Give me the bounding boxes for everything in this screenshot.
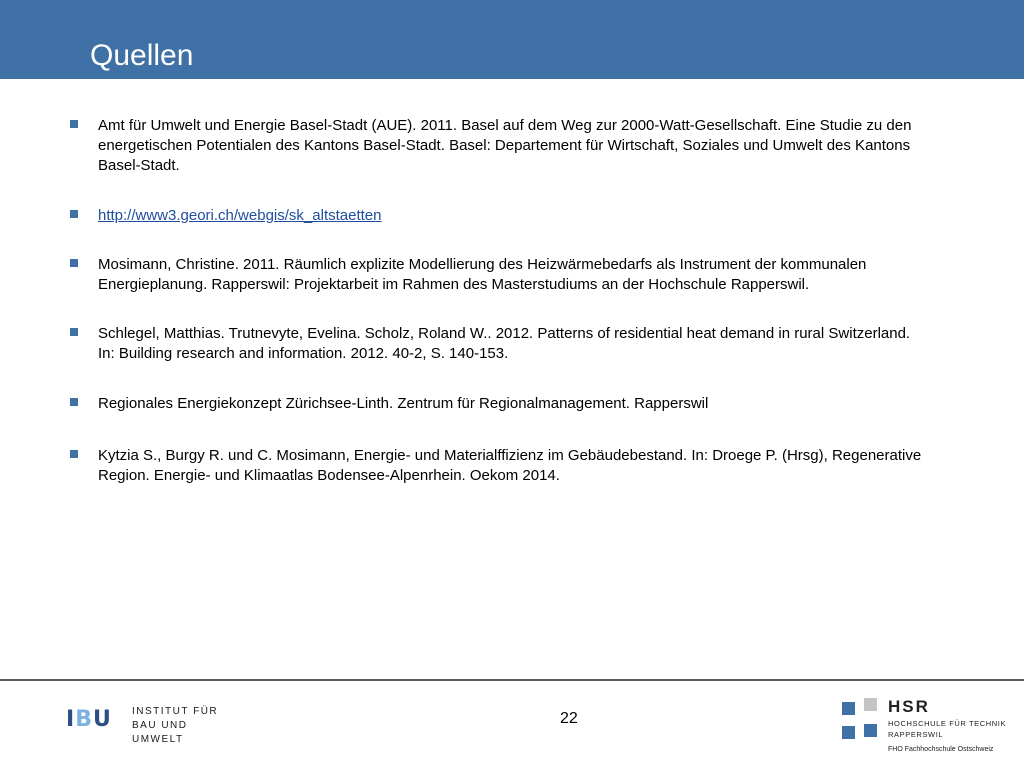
ibu-label bbox=[132, 705, 238, 747]
geori-link[interactable]: http://www3.geori.ch/webgis/sk_altstaetten bbox=[98, 207, 382, 224]
bullet-icon bbox=[70, 398, 78, 406]
bullet-icon bbox=[70, 120, 78, 128]
bullet-icon bbox=[70, 450, 78, 458]
bullet-icon bbox=[70, 328, 78, 336]
hsr-name: HSR bbox=[888, 697, 930, 716]
title-bar bbox=[0, 0, 1024, 79]
hsr-line-2: RAPPERSWIL bbox=[888, 730, 944, 739]
reference-item: Kytzia S., Burgy R. und C. Mosimann, Energie- und Materialffizienz im Gebäudebestand. In: Droege P. (Hrsg), Regenerative Region. Energie- und Klimaatlas Bodensee-Alpenrhein. Oekom 2014. bbox=[98, 447, 922, 484]
page-number: 22 bbox=[560, 710, 578, 727]
logo-square-icon bbox=[842, 702, 855, 715]
ibu-logo bbox=[66, 701, 238, 745]
reference-item: Regionales Energiekonzept Zürichsee-Linth. Zentrum für Regionalmanagement. Rapperswil bbox=[98, 395, 709, 412]
logo-square-icon bbox=[864, 724, 877, 737]
slide-title: Quellen bbox=[90, 39, 194, 72]
ibu-line-1: INSTITUT FÜR bbox=[132, 706, 219, 717]
hsr-logo bbox=[842, 698, 1022, 764]
logo-square-icon bbox=[864, 698, 877, 711]
hsr-line-1: HOCHSCHULE FÜR TECHNIK bbox=[888, 719, 1007, 728]
reference-item bbox=[98, 206, 928, 226]
hsr-subtitle bbox=[888, 718, 1006, 740]
bullet-icon bbox=[70, 210, 78, 218]
reference-item: Schlegel, Matthias. Trutnevyte, Evelina. Scholz, Roland W.. 2012. Patterns of residential heat demand in rural Switzerland. In: Building research and information. 2012. 40-2, S. 140-153. bbox=[98, 325, 911, 362]
hsr-fho: FHO Fachhochschule Ostschweiz bbox=[888, 746, 994, 753]
logo-square-icon bbox=[842, 726, 855, 739]
reference-item: Amt für Umwelt und Energie Basel-Stadt (AUE). 2011. Basel auf dem Weg zur 2000-Watt-Gesellschaft. Eine Studie zu den energetischen Potentialen des Kantons Basel-Stadt. Basel: Departement für Wirtschaft, Soziales und Umwelt des Kantons Basel-Stadt. bbox=[98, 117, 912, 174]
footer-divider bbox=[0, 679, 1024, 681]
bullet-icon bbox=[70, 259, 78, 267]
ibu-mark: IBU bbox=[66, 707, 112, 732]
ibu-line-2: BAU UND UMWELT bbox=[132, 720, 188, 745]
reference-item: Mosimann, Christine. 2011. Räumlich explizite Modellierung des Heizwärmebedarfs als Instrument der kommunalen Energieplanung. Rapperswil: Projektarbeit im Rahmen des Masterstudiums an der Hochschule Rapperswil. bbox=[98, 256, 867, 293]
